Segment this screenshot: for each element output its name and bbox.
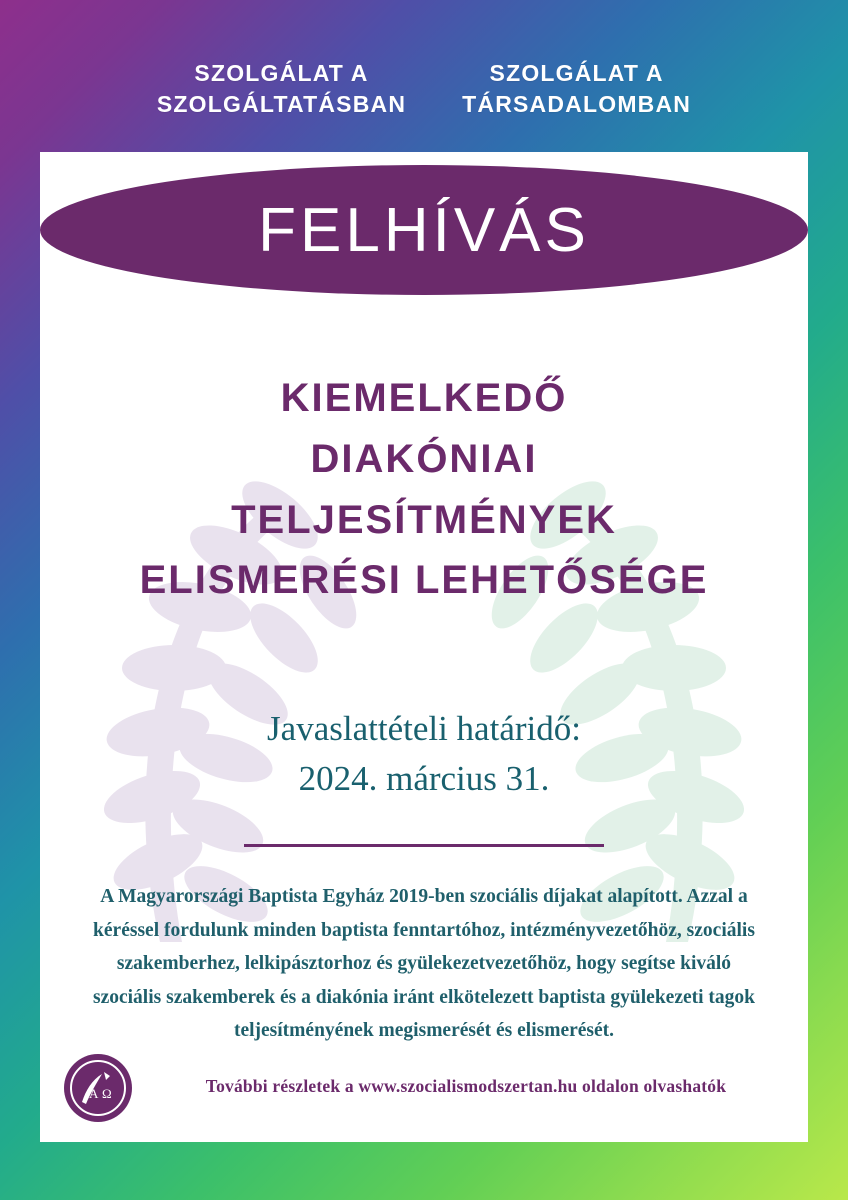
svg-text:Ω: Ω [102,1086,112,1101]
header-right-line2: TÁRSADALOMBAN [462,91,692,118]
svg-text:A: A [89,1086,99,1101]
header-left-line1: SZOLGÁLAT A [194,60,369,86]
deadline-block [40,704,808,803]
header-right-line1: SZOLGÁLAT A [489,60,664,86]
card-content [40,152,808,1142]
header-left-text [157,58,406,120]
footer-details-text: További részletek a www.szocialismodszertan.hu oldalon olvashatók [205,1076,727,1096]
headline-line-2: DIAKÓNIAI [310,436,538,481]
headline-block [40,368,808,611]
headline-line-3: TELJESÍTMÉNYEK [231,497,617,542]
organization-logo-icon [62,1052,134,1124]
header-right-text [462,58,691,120]
headline-line-4: ELISMERÉSI LEHETŐSÉGE [139,558,709,603]
body-paragraph: A Magyarországi Baptista Egyház 2019-ben szociális díjakat alapított. Azzal a kéréssel fordulunk minden baptista fenntartóhoz, intézményvezetőhöz, szociális szakemberhez, lelkipásztorhoz és gyülekezetvezetőhöz, hogy segítse kiváló szociális szakemberek és a diakónia iránt elkötelezett baptista gyülekezeti tagok teljesítményének megismerését és elismerését. [92,886,756,1042]
content-card [40,152,808,1142]
header-left-line2: SZOLGÁLTATÁSBAN [156,91,407,118]
horizontal-divider [244,844,604,847]
title-banner-ellipse [40,165,808,295]
title-banner-text: FELHÍVÁS [258,195,590,265]
headline-line-1: KIEMELKEDŐ [280,376,568,420]
footer-block [40,1052,808,1122]
header-banner [0,58,848,120]
deadline-label: Javaslattételi határidő: [267,709,581,748]
deadline-date: 2024. március 31. [298,758,550,798]
